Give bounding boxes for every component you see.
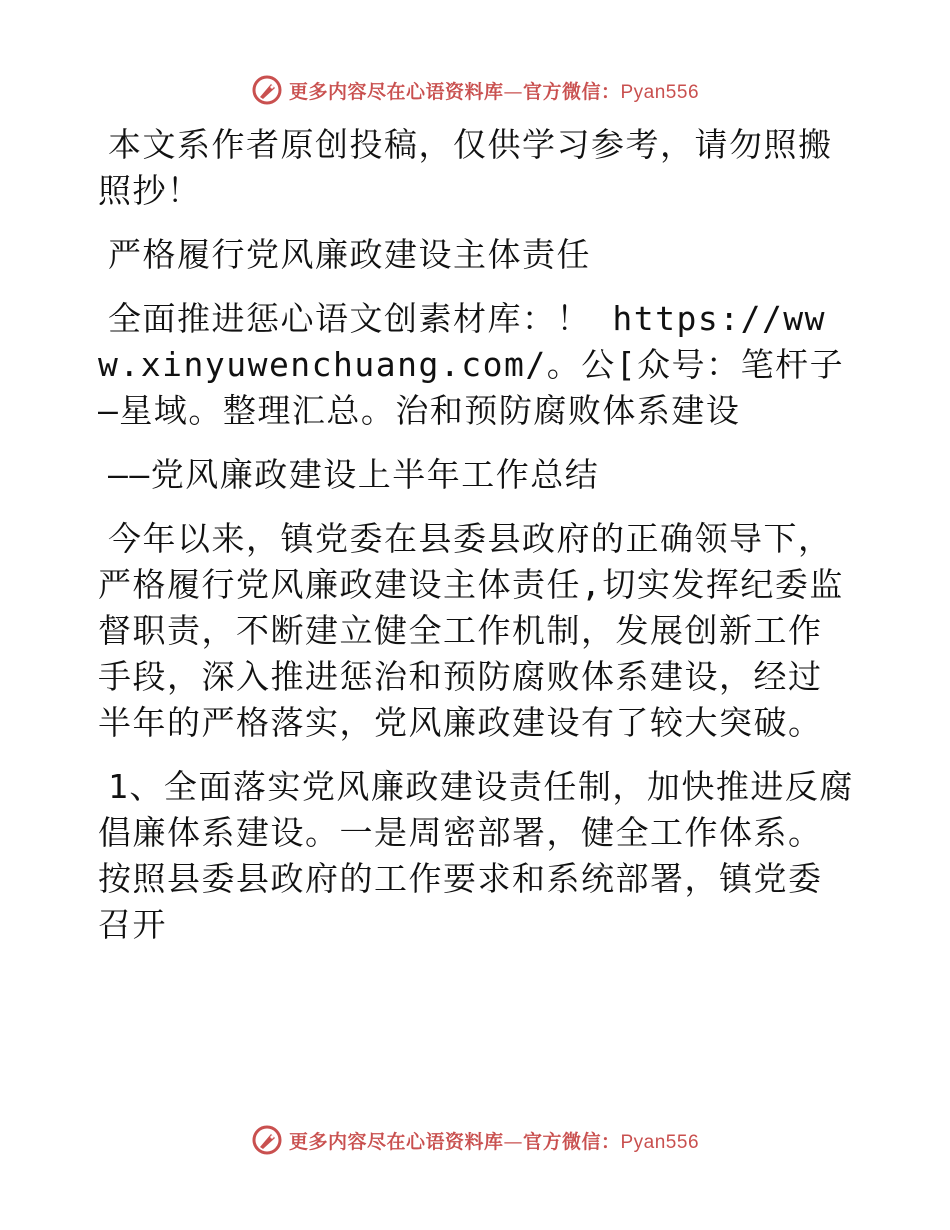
banner-text: 更多内容尽在心语资料库—官方微信：Pyan556 [288,1130,700,1153]
paragraph-intro: 今年以来，镇党委在县委县政府的正确领导下，严格履行党风廉政建设主体责任,切实发挥纪委监督职责，不断建立健全工作机制，发展创新工作手段，深入推进惩治和预防腐败体系建设，经过半年的严格落实，党风廉政建设有了较大突破。 [98,519,844,742]
paragraph-section-1: 1、全面落实党风廉政建设责任制，加快推进反腐倡廉体系建设。一是周密部署，健全工作体系。按照县委县政府的工作要求和系统部署，镇党委召开 [98,767,854,944]
pen-nib-logo-icon [251,74,283,106]
document-body [98,122,856,966]
banner-text: 更多内容尽在心语资料库—官方微信：Pyan556 [288,80,700,103]
paragraph-subtitle: 全面推进惩心语文创素材库：！ https://www.xinyuwenchuang.com/。公[众号：笔杆子—星域。整理汇总。治和预防腐败体系建设 [98,299,845,430]
paragraph-disclaimer: 本文系作者原创投稿，仅供学习参考，请勿照搬照抄！ [98,125,833,210]
footer-watermark-banner [0,1120,950,1160]
pen-nib-logo-icon [251,1124,283,1156]
paragraph-dash-title: ——党风廉政建设上半年工作总结 [108,455,600,494]
paragraph-title: 严格履行党风廉政建设主体责任 [108,235,591,274]
header-watermark-banner [0,70,950,110]
